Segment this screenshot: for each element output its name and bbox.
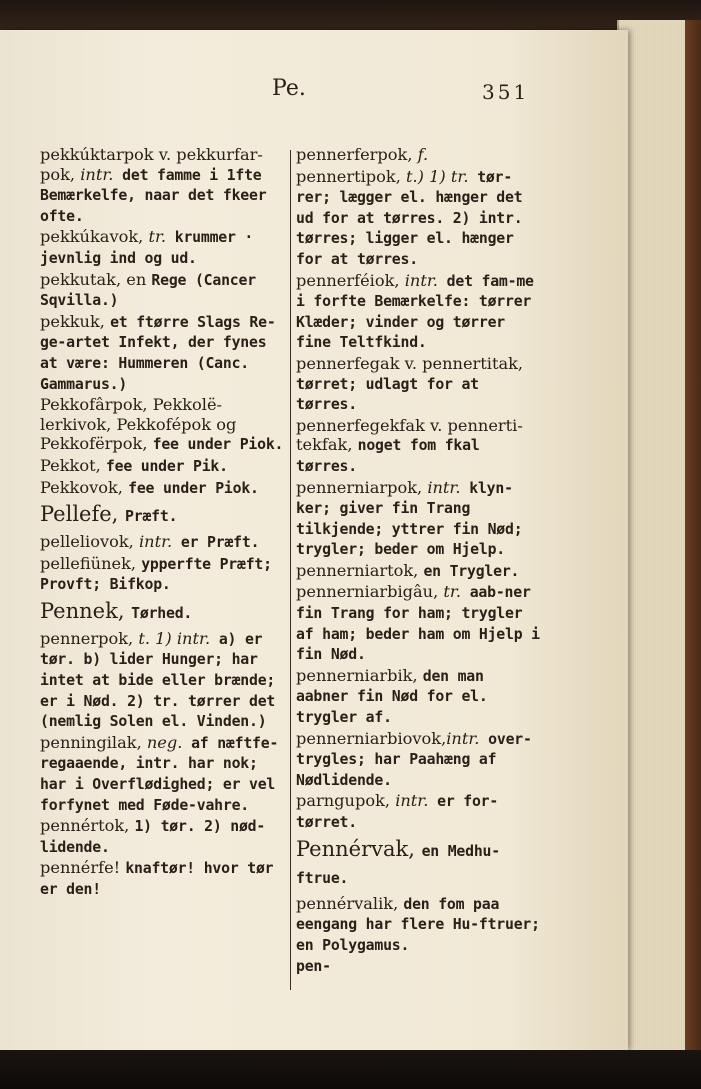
entry-grammar: neg.: [146, 732, 183, 752]
entry-definition: det famme i 1fte Bemærkelfe, naar det fkeer ofte.: [40, 166, 267, 225]
dictionary-entry: [296, 837, 542, 891]
entry-definition: den man aabner fin Nød for el. trygler af.: [296, 667, 488, 727]
entry-grammar: tr.: [443, 582, 461, 602]
dictionary-entry: [296, 167, 542, 270]
entry-definition: er Præft.: [172, 534, 260, 552]
entry-grammar: f.: [417, 145, 429, 164]
entry-definition: Præft.: [125, 508, 178, 526]
entry-definition: af næftfe-regaaende, intr. har nok; har i Overflødighed; er vel forfynet med Føde-vahre.: [40, 734, 279, 814]
entry-grammar: intr.: [138, 532, 173, 552]
dictionary-entry: [296, 416, 542, 477]
entry-grammar: tr.: [148, 227, 167, 247]
dictionary-entry: [296, 145, 542, 166]
entry-lemma: pekkuk,: [40, 311, 111, 331]
entry-lemma: Pennérvak,: [296, 836, 422, 861]
dictionary-entry: [296, 271, 542, 353]
entry-lemma: pennerféiok,: [296, 270, 405, 290]
entry-lemma: Pekkot,: [40, 455, 106, 475]
entry-definition: 1) tør. 2) nød-lidende.: [40, 818, 266, 856]
entry-lemma: pennerfegekfak v. pennerti-tekfak,: [296, 415, 523, 455]
entry-lemma: pennerniarbik,: [296, 665, 423, 685]
book-cover-edge: [685, 20, 701, 1060]
entry-definition: fee under Piok.: [128, 479, 259, 497]
dictionary-entry: [40, 145, 288, 226]
entry-lemma: pennerniarpok,: [296, 477, 428, 497]
dictionary-entry: [40, 532, 288, 553]
page-number: 351: [482, 80, 530, 104]
entry-lemma: pekkúkavok,: [40, 227, 149, 247]
entry-lemma: pennértok,: [40, 816, 135, 836]
entry-lemma: Pennek,: [40, 598, 132, 623]
entry-grammar: intr.: [446, 728, 480, 748]
entry-grammar: intr.: [427, 477, 461, 497]
entry-definition: knaftør! hvor tør er den!: [40, 860, 274, 898]
dictionary-entry: [40, 456, 288, 477]
entry-lemma: pennertipok,: [296, 166, 407, 186]
dictionary-entry: [40, 733, 288, 815]
entry-lemma: pekkúktarpok v. pekkurfar-pok,: [40, 145, 263, 184]
dictionary-page: [0, 30, 628, 1050]
entry-definition: den fom paa eengang har flere Hu-ftruer; en Polygamus.: [296, 895, 540, 954]
dictionary-entry: [40, 502, 288, 529]
entry-definition: er for-tørret.: [296, 793, 499, 831]
entry-definition: klyn-ker; giver fin Trang tilkjende; yttrer fin Nød; trygler; beder om Hjelp.: [296, 479, 523, 559]
book-bottom-edge: [0, 1050, 701, 1089]
entry-lemma: pennérfe!: [40, 858, 126, 878]
entry-definition: en Trygler.: [423, 562, 520, 580]
dictionary-entry: [296, 729, 542, 791]
entry-definition: en Medhu-ftrue.: [296, 842, 500, 887]
entry-definition: fee under Piok.: [152, 436, 284, 454]
entry-lemma: pennérvalik,: [296, 893, 404, 913]
entry-definition: krummer · jevnlig ind og ud.: [40, 229, 254, 267]
entry-lemma: Pellefe,: [40, 502, 126, 527]
entry-grammar: intr.: [395, 791, 429, 811]
entry-definition: aab-ner fin Trang for ham; trygler af ham; beder ham om Hjelp i fin Nød.: [296, 584, 540, 664]
dictionary-entry: [40, 270, 288, 311]
entry-definition: pen-: [296, 958, 331, 976]
right-column: [296, 145, 542, 978]
entry-definition: tørret; udlagt for at tørres.: [296, 375, 479, 414]
entry-grammar: intr.: [80, 164, 114, 184]
entry-lemma: pennerferpok,: [296, 145, 418, 164]
entry-definition: fee under Pik.: [105, 457, 228, 475]
entry-definition: noget fom fkal tørres.: [296, 437, 480, 475]
entry-definition: det fam-me i forfte Bemærkelfe: tørrer Klæder; vinder og tørrer fine Teltfkind.: [296, 272, 534, 352]
dictionary-entry: [296, 478, 542, 560]
dictionary-entry: [40, 858, 288, 899]
dictionary-entry: [40, 478, 288, 499]
entry-lemma: penningilak,: [40, 732, 147, 752]
dictionary-entry: [40, 816, 288, 857]
entry-lemma: pennerfegak v. pennertitak,: [296, 353, 524, 373]
entry-grammar: t. 1) intr.: [138, 628, 211, 648]
entry-lemma: parngupok,: [296, 791, 396, 811]
dictionary-entry: [296, 354, 542, 415]
dictionary-entry: [40, 629, 288, 732]
entry-grammar: t.) 1) tr.: [406, 166, 469, 186]
dictionary-entry: [296, 894, 542, 956]
entry-lemma: pelleliovok,: [40, 532, 139, 552]
entry-grammar: intr.: [404, 270, 438, 290]
dictionary-entry: [40, 312, 288, 394]
entry-lemma: pennerniartok,: [296, 560, 424, 580]
dictionary-entry: [296, 561, 542, 582]
left-column: [40, 145, 288, 901]
dictionary-entry: [296, 666, 542, 728]
entry-lemma: pellefiünek,: [40, 553, 142, 573]
dictionary-entry: [40, 395, 288, 455]
entry-lemma: pennerniarbigâu,: [296, 582, 444, 602]
dictionary-entry: [40, 599, 288, 626]
entry-lemma: pekkutak, en: [40, 269, 152, 289]
dictionary-entry: [296, 791, 542, 832]
entry-definition: a) er tør. b) lider Hunger; har intet at bide eller brænde; er i Nød. 2) tr. tørrer det (nemlig Solen el. Vinden.): [40, 630, 276, 731]
entry-definition: tør-rer; lægger el. hænger det ud for at tørres. 2) intr. tørres; ligger el. hænger for at tørres.: [296, 168, 523, 268]
column-divider: [290, 150, 291, 990]
entry-lemma: pennerpok,: [40, 628, 139, 648]
entry-lemma: pennerniarbiovok,: [296, 728, 447, 748]
entry-lemma: Pekkovok,: [40, 477, 129, 497]
dictionary-entry: [296, 582, 542, 664]
entry-definition: ypperfte Præft; Provft; Bifkop.: [40, 555, 272, 594]
entry-definition: Tørhed.: [131, 604, 193, 622]
dictionary-entry: [40, 554, 288, 595]
entry-lemma: Pekkofârpok, Pekkolë-lerkivok, Pekkofépok og Pekkofërpok,: [40, 395, 237, 454]
dictionary-entry: [40, 227, 288, 268]
entry-definition: et ftørre Slags Re-ge-artet Infekt, der fynes at være: Hummeren (Canc. Gammarus.): [40, 313, 276, 393]
entry-definition: Rege (Cancer Sqvilla.): [40, 271, 256, 310]
page-header: [0, 74, 628, 114]
entry-definition: over-trygles; har Paahæng af Nødlidende.: [296, 730, 532, 789]
dictionary-entry: [296, 956, 542, 977]
running-head: Pe.: [272, 76, 306, 101]
